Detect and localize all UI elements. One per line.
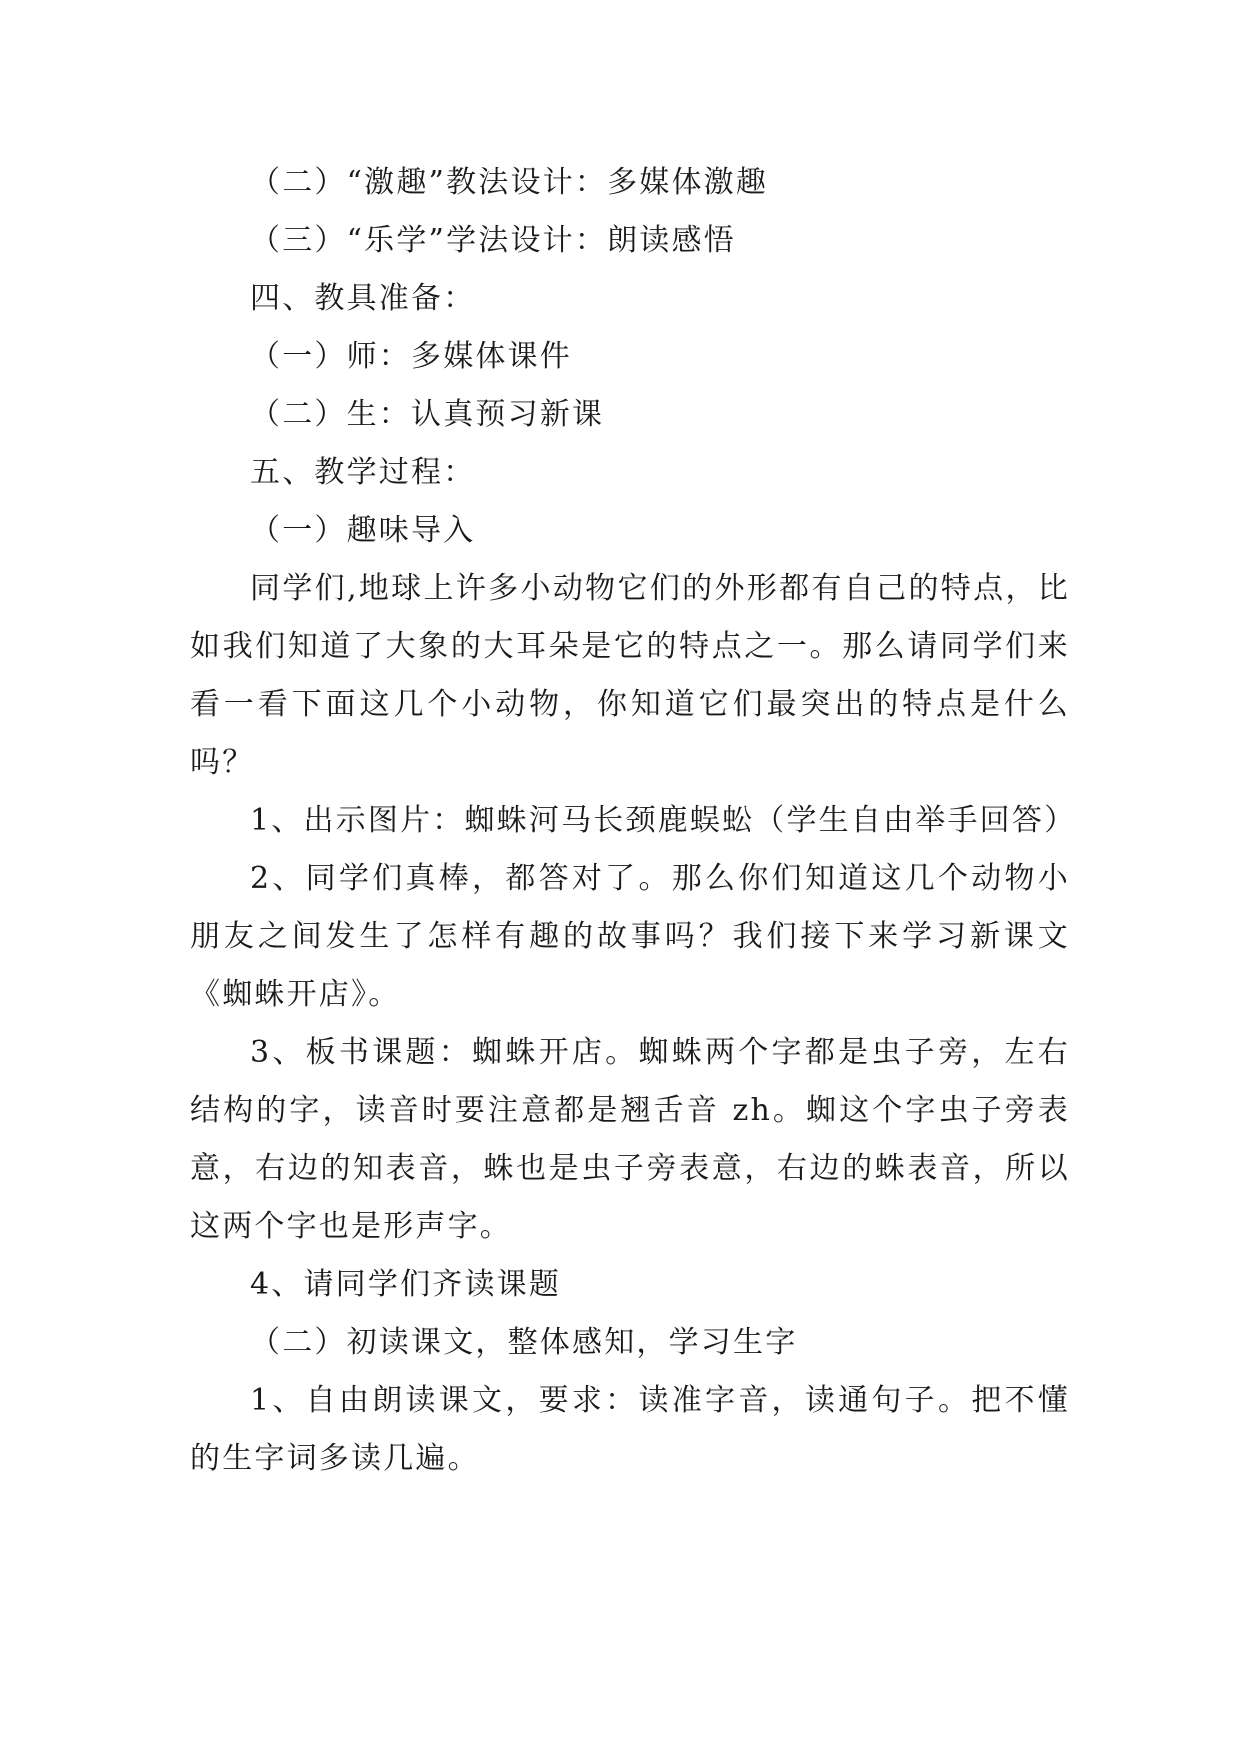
subheading-first-reading: （二）初读课文，整体感知，学习生字 xyxy=(250,1325,798,1360)
heading-teaching-process: 五、教学过程： xyxy=(250,455,476,490)
subheading-interesting-intro: （一）趣味导入 xyxy=(250,513,476,548)
item-teacher-aids: （一）师：多媒体课件 xyxy=(250,339,572,374)
paragraph-reading-step-1: 1、自由朗读课文，要求：读准字音，读通句子。把不懂的生字词多读几遍。 xyxy=(190,1383,1070,1476)
item-student-prep: （二）生：认真预习新课 xyxy=(250,397,605,432)
paragraph-step-3: 3、板书课题：蜘蛛开店。蜘蛛两个字都是虫子旁，左右结构的字，读音时要注意都是翘舌音 zh。蜘这个字虫子旁表意，右边的知表音，蛛也是虫子旁表意，右边的蛛表音，所以这两个字也是形声字。 xyxy=(190,1035,1070,1244)
heading-teaching-aids: 四、教具准备： xyxy=(250,281,476,316)
document-body xyxy=(190,154,1077,1488)
subheading-learning-method: （三）“乐学”学法设计：朗读感悟 xyxy=(250,223,736,258)
paragraph-step-4: 4、请同学们齐读课题 xyxy=(250,1267,562,1302)
paragraph-step-1: 1、出示图片：蜘蛛河马长颈鹿蜈蚣（学生自由举手回答） xyxy=(250,803,1077,838)
subheading-teaching-method: （二）“激趣”教法设计：多媒体激趣 xyxy=(250,165,769,200)
paragraph-step-2: 2、同学们真棒，都答对了。那么你们知道这几个动物小朋友之间发生了怎样有趣的故事吗？我们接下来学习新课文《蜘蛛开店》。 xyxy=(190,861,1070,1012)
paragraph-intro: 同学们,地球上许多小动物它们的外形都有自己的特点，比如我们知道了大象的大耳朵是它的特点之一。那么请同学们来看一看下面这几个小动物，你知道它们最突出的特点是什么吗？ xyxy=(190,571,1070,780)
